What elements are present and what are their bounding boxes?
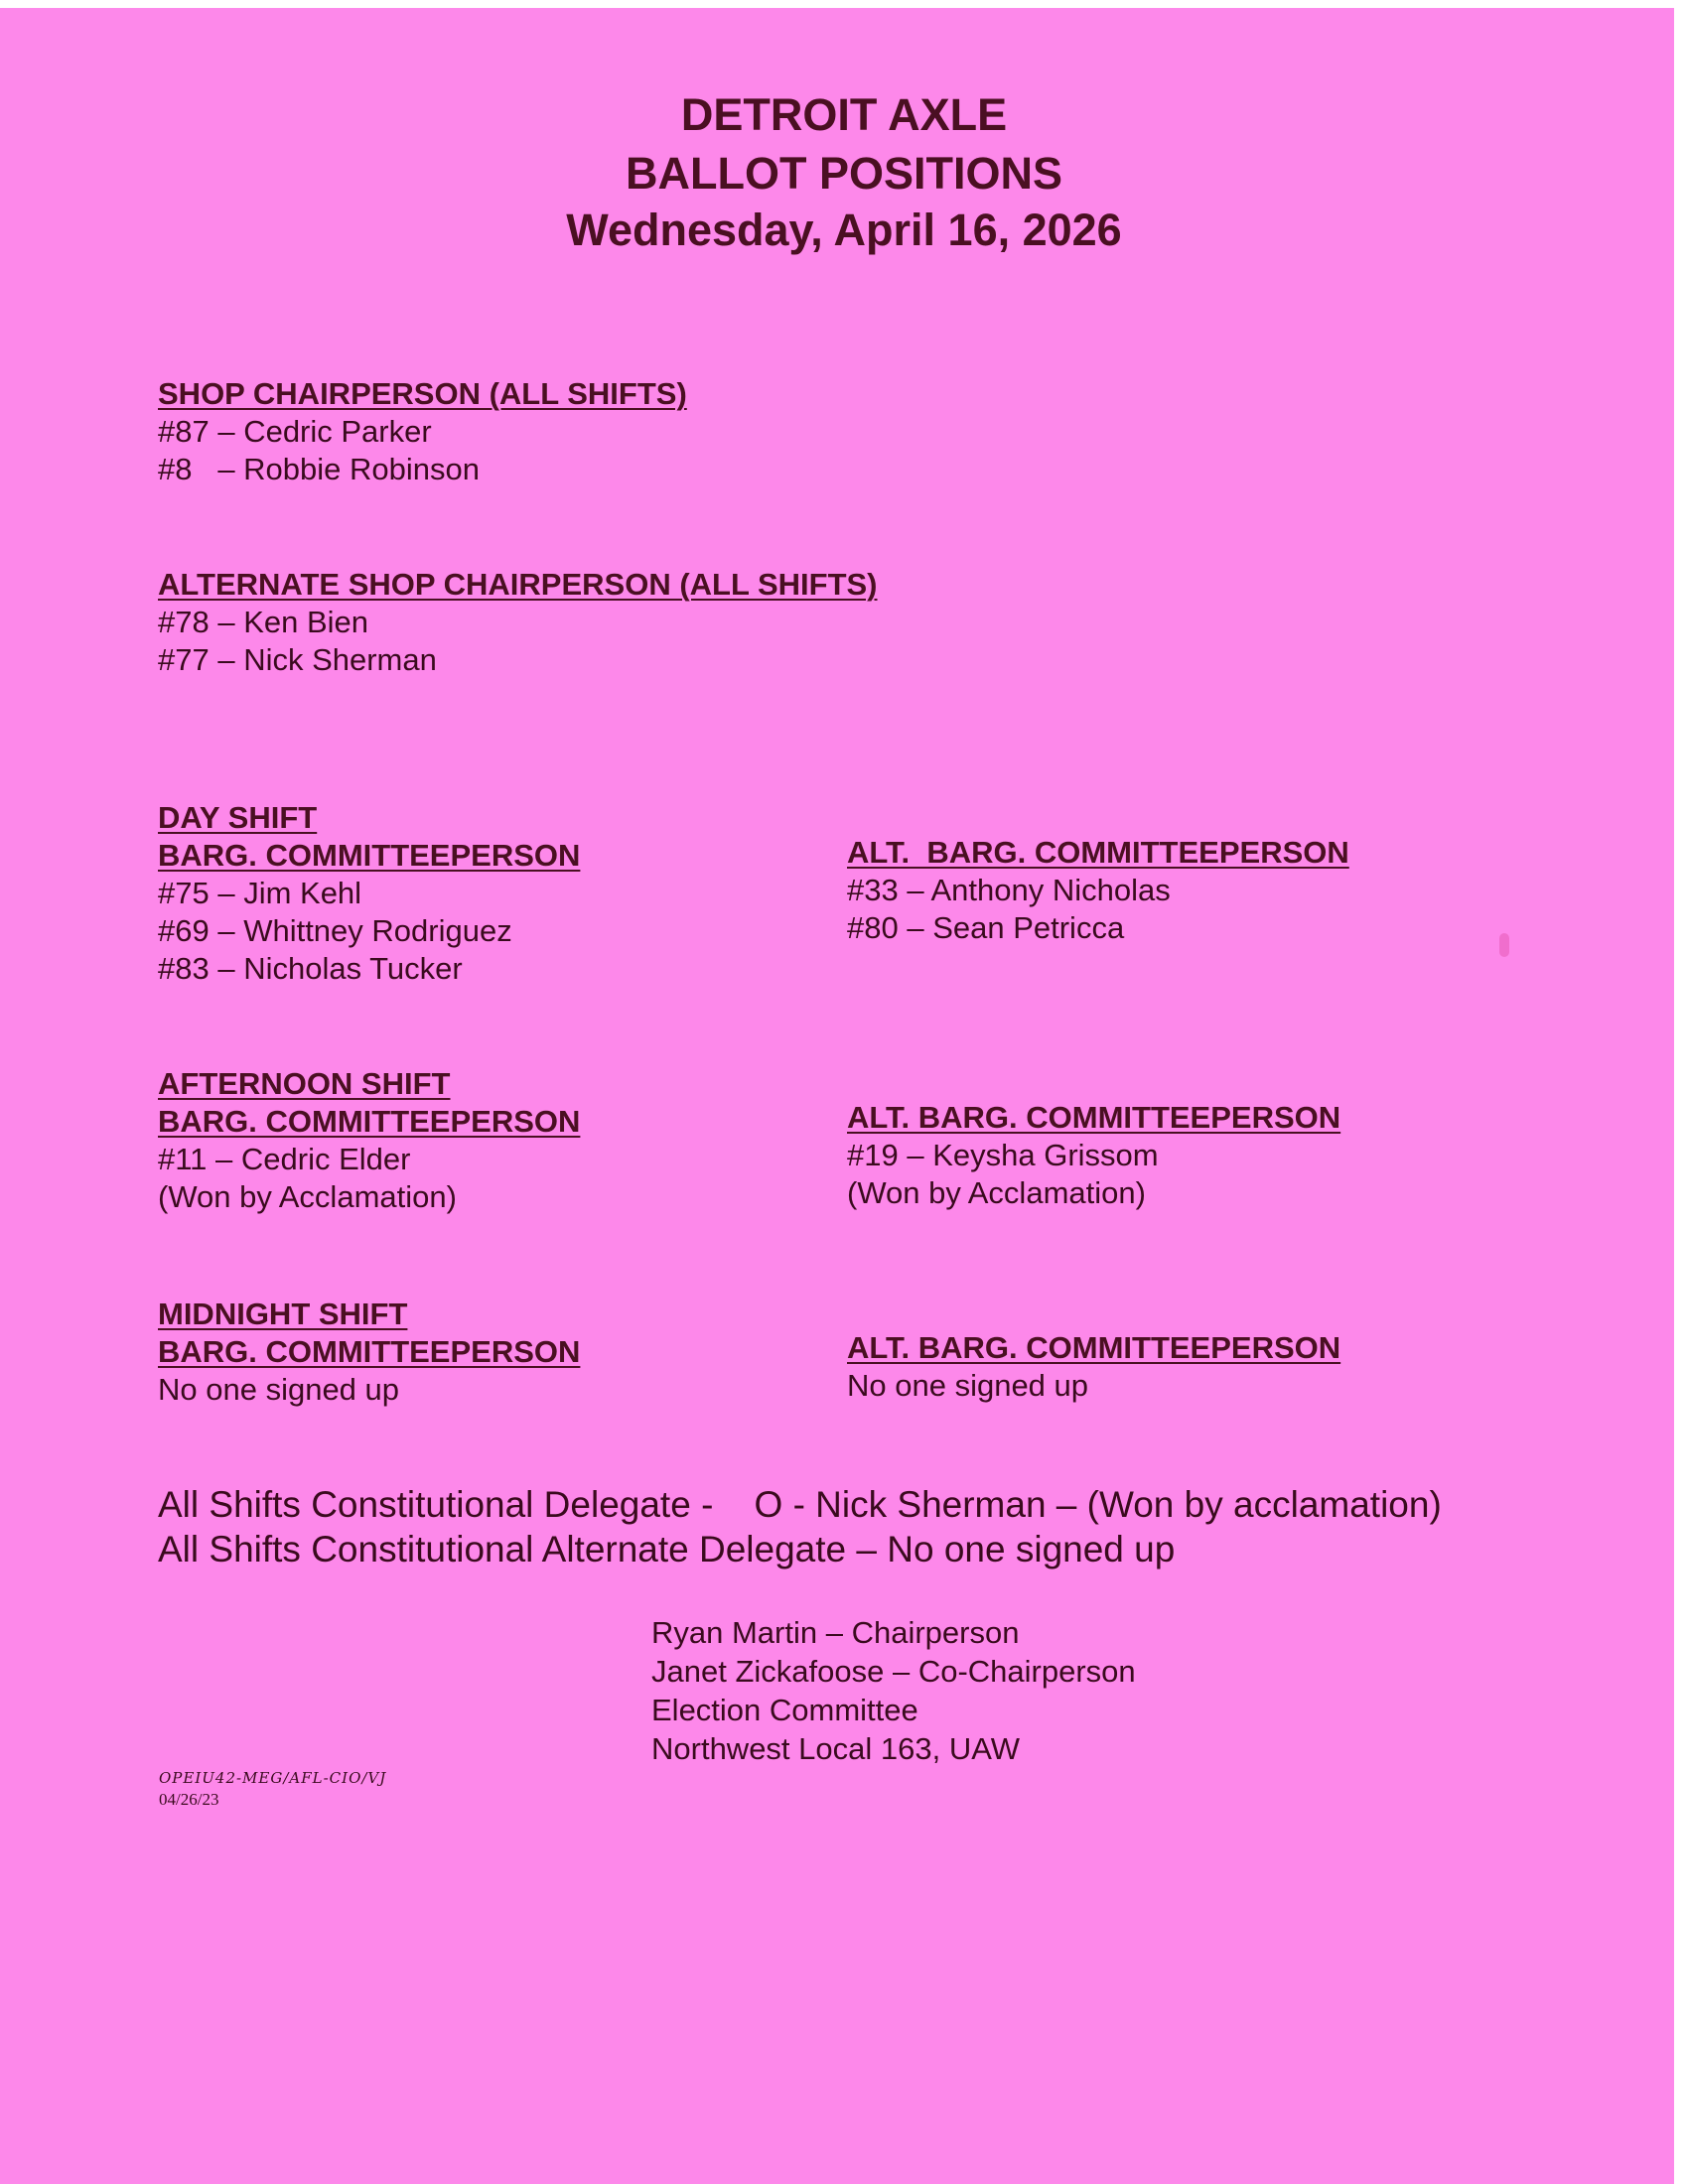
day-shift-alt-heading: ALT. BARG. COMMITTEEPERSON	[847, 835, 1349, 870]
candidate-line: #69 – Whittney Rodriguez	[158, 913, 512, 948]
candidate-line: No one signed up	[158, 1372, 400, 1407]
afternoon-shift-alt-section	[847, 1099, 1340, 1212]
midnight-shift-alt-heading: ALT. BARG. COMMITTEEPERSON	[847, 1330, 1341, 1365]
signature-line: Election Committee	[651, 1693, 918, 1727]
signature-line: Northwest Local 163, UAW	[651, 1731, 1021, 1766]
candidate-line: (Won by Acclamation)	[158, 1179, 457, 1214]
candidate-line: #19 – Keysha Grissom	[847, 1138, 1159, 1172]
candidate-line: #83 – Nicholas Tucker	[158, 951, 463, 986]
candidate-line: #11 – Cedric Elder	[158, 1142, 411, 1176]
afternoon-shift-label: AFTERNOON SHIFT	[158, 1066, 451, 1101]
midnight-shift-label: MIDNIGHT SHIFT	[158, 1297, 408, 1331]
afternoon-shift-alt-heading: ALT. BARG. COMMITTEEPERSON	[847, 1100, 1341, 1135]
signature-block	[651, 1613, 1136, 1768]
alt-shop-chair-section	[158, 566, 878, 679]
title-plant: DETROIT AXLE	[680, 89, 1008, 140]
delegate-line: All Shifts Constitutional Delegate - O - Nick Sherman – (Won by acclamation)	[158, 1484, 1442, 1525]
afternoon-shift-section	[158, 1065, 580, 1216]
signature-line: Janet Zickafoose – Co-Chairperson	[651, 1654, 1136, 1689]
afternoon-shift-heading: BARG. COMMITTEEPERSON	[158, 1104, 581, 1139]
candidate-line: #78 – Ken Bien	[158, 605, 369, 639]
footer-date: 04/26/23	[159, 1790, 219, 1809]
footer-code	[159, 1767, 386, 1811]
title-ballot-positions: BALLOT POSITIONS	[625, 148, 1062, 199]
title-date: Wednesday, April 16, 2026	[566, 205, 1122, 255]
signature-line: Ryan Martin – Chairperson	[651, 1615, 1020, 1650]
day-shift-heading: BARG. COMMITTEEPERSON	[158, 838, 581, 873]
candidate-line: (Won by Acclamation)	[847, 1175, 1146, 1210]
paper-speck	[1499, 933, 1509, 957]
day-shift-label: DAY SHIFT	[158, 800, 318, 835]
candidate-line: #33 – Anthony Nicholas	[847, 873, 1171, 907]
midnight-shift-section	[158, 1296, 580, 1409]
alt-shop-chair-heading: ALTERNATE SHOP CHAIRPERSON (ALL SHIFTS)	[158, 567, 878, 602]
midnight-shift-heading: BARG. COMMITTEEPERSON	[158, 1334, 581, 1369]
union-label-code: OPEIU42-MEG/AFL-CIO/VJ	[159, 1769, 387, 1787]
candidate-line: #75 – Jim Kehl	[158, 876, 362, 910]
midnight-shift-alt-section	[847, 1329, 1340, 1405]
candidate-line: No one signed up	[847, 1368, 1089, 1403]
day-shift-section	[158, 799, 580, 988]
candidate-line: #80 – Sean Petricca	[847, 910, 1125, 945]
alternate-delegate-line: All Shifts Constitutional Alternate Delegate – No one signed up	[158, 1529, 1176, 1570]
shop-chair-heading: SHOP CHAIRPERSON (ALL SHIFTS)	[158, 376, 687, 411]
day-shift-alt-section	[847, 834, 1349, 947]
candidate-line: #8 – Robbie Robinson	[158, 452, 481, 486]
shop-chair-section	[158, 375, 687, 488]
candidate-line: #77 – Nick Sherman	[158, 642, 437, 677]
candidate-line: #87 – Cedric Parker	[158, 414, 432, 449]
